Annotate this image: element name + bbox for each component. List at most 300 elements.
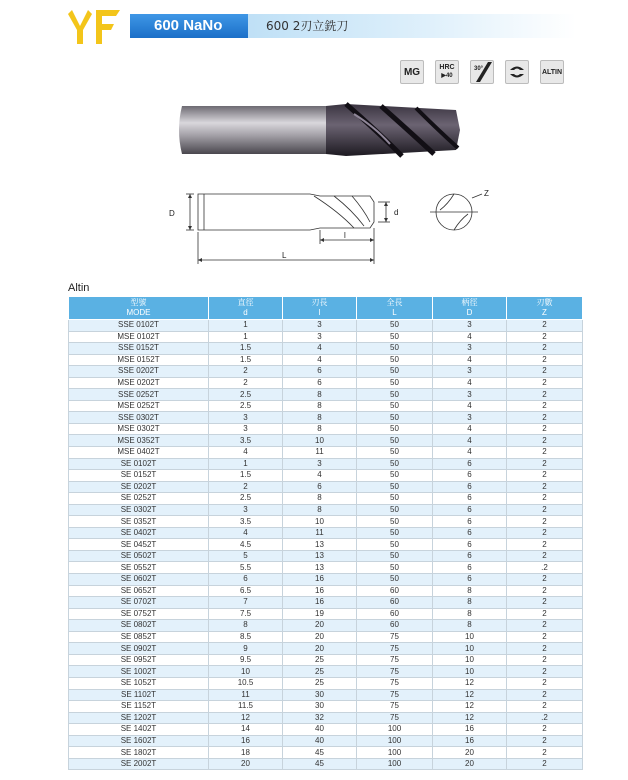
table-row (69, 758, 583, 770)
table-row (69, 366, 583, 378)
table-cell: 6 (283, 481, 357, 493)
table-cell: 75 (357, 654, 433, 666)
table-cell: 6.5 (209, 585, 283, 597)
table-cell: SE 1802T (69, 747, 209, 759)
table-row (69, 343, 583, 355)
table-cell: SE 1052T (69, 677, 209, 689)
table-cell: 2.5 (209, 493, 283, 505)
table-cell: 2 (507, 735, 583, 747)
table-cell: 5.5 (209, 562, 283, 574)
dim-label-flutes: Z (484, 189, 489, 198)
end-mill-image (176, 100, 462, 160)
table-row (69, 516, 583, 528)
table-cell: 2 (507, 701, 583, 713)
table-cell: 2 (507, 400, 583, 412)
table-cell: 2 (507, 585, 583, 597)
table-cell: SE 0452T (69, 539, 209, 551)
column-header (69, 297, 209, 320)
table-cell: 50 (357, 400, 433, 412)
table-cell: 50 (357, 493, 433, 505)
table-cell: 50 (357, 331, 433, 343)
table-cell: 75 (357, 677, 433, 689)
table-cell: 10.5 (209, 677, 283, 689)
table-cell: 40 (283, 735, 357, 747)
table-cell: 50 (357, 539, 433, 551)
table-cell: 10 (433, 666, 507, 678)
table-row (69, 435, 583, 447)
table-cell: 9.5 (209, 654, 283, 666)
table-cell: 4 (433, 354, 507, 366)
table-cell: 50 (357, 562, 433, 574)
column-header-en: d (243, 308, 248, 317)
brand-logo (66, 8, 122, 46)
table-cell: 8 (283, 423, 357, 435)
table-row (69, 458, 583, 470)
table-cell: 2 (507, 550, 583, 562)
table-cell: 18 (209, 747, 283, 759)
table-cell: 8 (209, 620, 283, 632)
table-cell: 11 (283, 527, 357, 539)
column-header (357, 297, 433, 320)
table-row (69, 585, 583, 597)
table-cell: 4 (283, 343, 357, 355)
table-cell: SE 0952T (69, 654, 209, 666)
table-cell: SSE 0252T (69, 389, 209, 401)
table-cell: 3 (283, 458, 357, 470)
column-header-zh: 刃數 (536, 298, 553, 307)
table-row (69, 608, 583, 620)
altin-badge-label: ALTIN (541, 68, 563, 76)
table-cell: 2 (507, 435, 583, 447)
table-cell: 6 (283, 366, 357, 378)
table-row (69, 423, 583, 435)
column-header (283, 297, 357, 320)
table-cell: 60 (357, 620, 433, 632)
table-row (69, 677, 583, 689)
table-row (69, 539, 583, 551)
table-cell: .2 (507, 562, 583, 574)
table-cell: 2 (507, 597, 583, 609)
table-cell: 2 (209, 366, 283, 378)
column-header-en: MODE (126, 308, 151, 317)
table-cell: 2.5 (209, 389, 283, 401)
table-cell: 100 (357, 758, 433, 770)
table-cell: 4 (433, 377, 507, 389)
table-cell: SE 0752T (69, 608, 209, 620)
table-cell: SE 1202T (69, 712, 209, 724)
table-cell: 1.5 (209, 354, 283, 366)
table-cell: 7.5 (209, 608, 283, 620)
table-cell: 13 (283, 539, 357, 551)
table-cell: SE 2002T (69, 758, 209, 770)
table-row (69, 747, 583, 759)
header-row (69, 297, 583, 320)
table-cell: 4 (433, 331, 507, 343)
table-cell: 1 (209, 331, 283, 343)
table-cell: 6 (433, 527, 507, 539)
table-cell: 6 (433, 504, 507, 516)
table-cell: 16 (433, 724, 507, 736)
two-flute-graphic (506, 61, 528, 83)
table-cell: 6 (433, 550, 507, 562)
table-cell: 45 (283, 747, 357, 759)
table-cell: 50 (357, 574, 433, 586)
table-cell: 6 (433, 562, 507, 574)
table-cell: 8 (433, 620, 507, 632)
column-header-zh: 柄徑 (461, 298, 478, 307)
table-row (69, 389, 583, 401)
table-cell: 2 (507, 377, 583, 389)
table-cell: 60 (357, 608, 433, 620)
table-cell: 8 (433, 597, 507, 609)
table-cell: 16 (433, 735, 507, 747)
table-cell: 3 (433, 320, 507, 332)
table-row (69, 574, 583, 586)
spec-table-body (69, 320, 583, 770)
table-row (69, 666, 583, 678)
table-cell: 2 (507, 389, 583, 401)
table-cell: SE 1152T (69, 701, 209, 713)
table-cell: 12 (433, 677, 507, 689)
column-header-zh: 直徑 (237, 298, 254, 307)
table-cell: 2 (507, 343, 583, 355)
table-cell: SSE 0202T (69, 366, 209, 378)
table-cell: 8 (283, 504, 357, 516)
table-cell: 10 (209, 666, 283, 678)
table-cell: 3 (209, 504, 283, 516)
table-cell: SE 0302T (69, 504, 209, 516)
table-row (69, 504, 583, 516)
table-cell: 50 (357, 423, 433, 435)
table-cell: 2 (507, 331, 583, 343)
table-cell: 4 (283, 354, 357, 366)
table-row (69, 354, 583, 366)
table-cell: 25 (283, 677, 357, 689)
table-cell: 20 (433, 758, 507, 770)
table-cell: 75 (357, 689, 433, 701)
table-row (69, 689, 583, 701)
table-row (69, 631, 583, 643)
table-cell: 10 (433, 631, 507, 643)
table-cell: 12 (433, 689, 507, 701)
table-cell: 50 (357, 550, 433, 562)
table-row (69, 493, 583, 505)
table-cell: SE 0652T (69, 585, 209, 597)
table-cell: 45 (283, 758, 357, 770)
table-cell: MSE 0202T (69, 377, 209, 389)
table-cell: 1 (209, 458, 283, 470)
table-cell: SE 0802T (69, 620, 209, 632)
table-cell: 11 (209, 689, 283, 701)
table-cell: 30 (283, 701, 357, 713)
table-cell: 4 (433, 400, 507, 412)
table-row (69, 331, 583, 343)
table-cell: 3 (283, 331, 357, 343)
table-cell: 8 (283, 400, 357, 412)
table-cell: 50 (357, 377, 433, 389)
table-cell: SE 0402T (69, 527, 209, 539)
table-cell: 75 (357, 701, 433, 713)
table-cell: 2 (507, 747, 583, 759)
table-cell: 50 (357, 320, 433, 332)
table-cell: 4 (209, 527, 283, 539)
column-header-en: D (466, 308, 473, 317)
spec-table-header (69, 297, 583, 320)
table-cell: 50 (357, 366, 433, 378)
table-cell: 50 (357, 389, 433, 401)
table-cell: 2 (507, 689, 583, 701)
title-bar (130, 14, 576, 38)
table-cell: 6 (283, 377, 357, 389)
table-cell: 10 (283, 516, 357, 528)
table-row (69, 481, 583, 493)
table-cell: MSE 0102T (69, 331, 209, 343)
table-cell: MSE 0252T (69, 400, 209, 412)
table-cell: 50 (357, 343, 433, 355)
table-cell: 8 (283, 493, 357, 505)
dim-label-cut-d: d (394, 208, 399, 217)
table-cell: 2 (507, 527, 583, 539)
table-cell: 11 (283, 447, 357, 459)
table-cell: 9 (209, 643, 283, 655)
table-cell: MSE 0402T (69, 447, 209, 459)
table-cell: 6 (433, 516, 507, 528)
table-cell: 2 (507, 574, 583, 586)
table-cell: 2 (507, 447, 583, 459)
table-cell: 12 (433, 701, 507, 713)
spec-table (68, 296, 583, 770)
table-row (69, 712, 583, 724)
column-header-zh: 全長 (386, 298, 403, 307)
table-cell: 5 (209, 550, 283, 562)
table-cell: 2 (507, 493, 583, 505)
table-cell: 14 (209, 724, 283, 736)
table-cell: 2 (507, 539, 583, 551)
table-cell: SE 0502T (69, 550, 209, 562)
table-cell: 2 (507, 620, 583, 632)
column-header (507, 297, 583, 320)
table-cell: 2 (507, 354, 583, 366)
table-cell: 2 (507, 608, 583, 620)
table-cell: 4 (433, 423, 507, 435)
table-cell: 6 (433, 574, 507, 586)
series-subtitle: 600 2刃立銑刀 (248, 14, 576, 38)
table-cell: 11.5 (209, 701, 283, 713)
table-cell: 19 (283, 608, 357, 620)
table-cell: 3 (283, 320, 357, 332)
table-cell: 2 (507, 643, 583, 655)
table-cell: 2 (507, 458, 583, 470)
table-cell: 25 (283, 666, 357, 678)
table-cell: 50 (357, 447, 433, 459)
table-cell: SE 0552T (69, 562, 209, 574)
table-row (69, 654, 583, 666)
table-cell: 2 (507, 631, 583, 643)
table-cell: 2 (507, 481, 583, 493)
table-cell: 2 (507, 654, 583, 666)
table-cell: 8 (283, 389, 357, 401)
helix-angle-graphic (471, 61, 493, 83)
table-cell: 3 (433, 366, 507, 378)
table-cell: 12 (209, 712, 283, 724)
table-cell: 75 (357, 631, 433, 643)
table-cell: 20 (209, 758, 283, 770)
table-cell: 1.5 (209, 343, 283, 355)
table-cell: SE 1402T (69, 724, 209, 736)
table-cell: MSE 0152T (69, 354, 209, 366)
table-cell: SE 0602T (69, 574, 209, 586)
table-cell: SE 1602T (69, 735, 209, 747)
helix-angle-icon (470, 60, 494, 84)
table-cell: 100 (357, 747, 433, 759)
table-cell: 50 (357, 458, 433, 470)
table-row (69, 377, 583, 389)
table-cell: 2 (507, 320, 583, 332)
table-row (69, 550, 583, 562)
table-cell: 75 (357, 666, 433, 678)
table-cell: 4 (209, 447, 283, 459)
table-cell: 20 (283, 643, 357, 655)
column-header-en: L (392, 308, 397, 317)
hrc-badge-value: ▶40 (441, 73, 453, 79)
table-cell: SE 1102T (69, 689, 209, 701)
table-row (69, 470, 583, 482)
table-cell: 10 (433, 654, 507, 666)
table-cell: 3 (433, 343, 507, 355)
table-cell: SE 0252T (69, 493, 209, 505)
coating-label: Altin (68, 282, 90, 294)
table-cell: 1 (209, 320, 283, 332)
table-cell: 50 (357, 527, 433, 539)
table-cell: 4.5 (209, 539, 283, 551)
table-cell: 8 (433, 608, 507, 620)
table-cell: SE 0702T (69, 597, 209, 609)
table-cell: 2 (507, 516, 583, 528)
table-cell: 6 (433, 470, 507, 482)
series-title: 600 NaNo (130, 14, 248, 38)
table-cell: 16 (283, 574, 357, 586)
table-row (69, 735, 583, 747)
table-cell: SE 0152T (69, 470, 209, 482)
table-cell: 6 (209, 574, 283, 586)
table-row (69, 320, 583, 332)
column-header-en: l (318, 308, 321, 317)
table-cell: 13 (283, 550, 357, 562)
table-cell: 50 (357, 481, 433, 493)
table-cell: 50 (357, 470, 433, 482)
table-cell: 2 (209, 481, 283, 493)
table-cell: 8.5 (209, 631, 283, 643)
table-cell: 32 (283, 712, 357, 724)
table-row (69, 643, 583, 655)
column-header (433, 297, 507, 320)
table-cell: 3 (433, 389, 507, 401)
table-cell: 50 (357, 516, 433, 528)
table-cell: 40 (283, 724, 357, 736)
table-cell: 20 (283, 631, 357, 643)
table-cell: 2 (507, 666, 583, 678)
table-cell: 50 (357, 435, 433, 447)
dim-label-total-length: L (282, 251, 287, 260)
table-cell: 50 (357, 354, 433, 366)
table-cell: SSE 0152T (69, 343, 209, 355)
table-cell: SE 0902T (69, 643, 209, 655)
table-row (69, 597, 583, 609)
table-row (69, 701, 583, 713)
table-cell: 8 (433, 585, 507, 597)
table-cell: 10 (433, 643, 507, 655)
table-cell: SSE 0102T (69, 320, 209, 332)
table-cell: 75 (357, 712, 433, 724)
table-cell: 2 (507, 423, 583, 435)
table-cell: 100 (357, 735, 433, 747)
table-row (69, 412, 583, 424)
table-cell: 7 (209, 597, 283, 609)
table-cell: 3.5 (209, 516, 283, 528)
table-row (69, 527, 583, 539)
hrc-badge-icon (435, 60, 459, 84)
table-cell: 6 (433, 493, 507, 505)
table-cell: 16 (283, 597, 357, 609)
table-cell: .2 (507, 712, 583, 724)
helix-angle-label: 30° (474, 66, 484, 72)
mg-badge-icon (400, 60, 424, 84)
table-row (69, 447, 583, 459)
table-cell: 75 (357, 643, 433, 655)
table-cell: 16 (283, 585, 357, 597)
table-cell: 50 (357, 504, 433, 516)
table-cell: 13 (283, 562, 357, 574)
table-cell: 16 (209, 735, 283, 747)
table-cell: 60 (357, 585, 433, 597)
table-cell: SE 0352T (69, 516, 209, 528)
table-cell: 25 (283, 654, 357, 666)
table-cell: 2 (507, 504, 583, 516)
mg-badge-label: MG (403, 66, 421, 78)
table-cell: 1.5 (209, 470, 283, 482)
column-header-zh: 刃長 (311, 298, 328, 307)
table-cell: MSE 0302T (69, 423, 209, 435)
table-cell: 2 (507, 758, 583, 770)
table-cell: MSE 0352T (69, 435, 209, 447)
table-cell: 2 (507, 412, 583, 424)
column-header-zh: 型號 (130, 298, 147, 307)
table-cell: 3 (209, 423, 283, 435)
table-cell: SE 0852T (69, 631, 209, 643)
table-cell: 50 (357, 412, 433, 424)
table-row (69, 724, 583, 736)
table-cell: SE 1002T (69, 666, 209, 678)
table-cell: 2 (507, 470, 583, 482)
table-cell: 4 (283, 470, 357, 482)
table-cell: 2 (209, 377, 283, 389)
altin-badge-icon (540, 60, 564, 84)
table-cell: 10 (283, 435, 357, 447)
table-cell: 60 (357, 597, 433, 609)
column-header (209, 297, 283, 320)
table-cell: SSE 0302T (69, 412, 209, 424)
dim-label-flute-length: l (344, 231, 346, 240)
table-row (69, 562, 583, 574)
table-cell: 20 (433, 747, 507, 759)
dimension-drawing (164, 182, 504, 272)
table-cell: SE 0102T (69, 458, 209, 470)
table-cell: 2 (507, 677, 583, 689)
table-cell: 12 (433, 712, 507, 724)
table-cell: 4 (433, 447, 507, 459)
table-cell: 20 (283, 620, 357, 632)
table-row (69, 620, 583, 632)
